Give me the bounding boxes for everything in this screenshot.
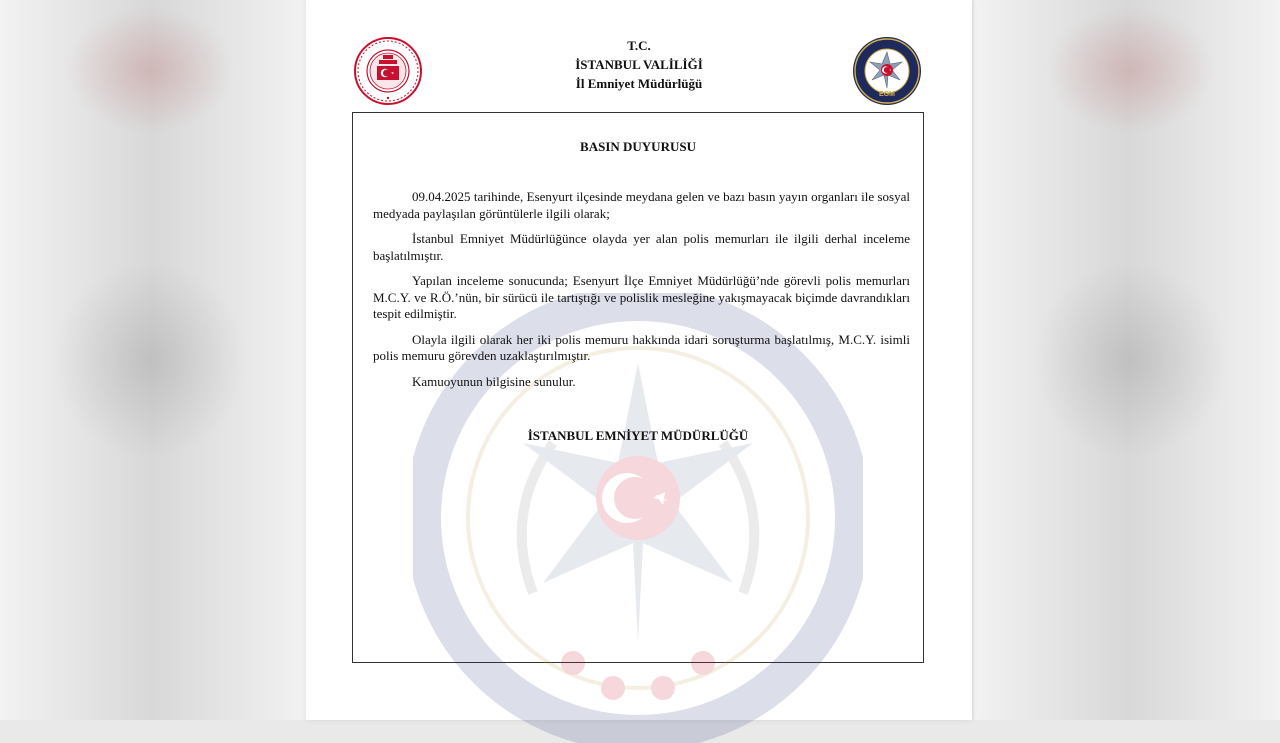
background-right bbox=[974, 0, 1280, 720]
document-title: BASIN DUYURUSU bbox=[580, 139, 696, 154]
announcement-body bbox=[373, 189, 910, 399]
header-line-tc: T.C. bbox=[627, 38, 651, 53]
header-line-valilik: İSTANBUL VALİLİĞİ bbox=[575, 57, 703, 72]
document-page bbox=[306, 0, 972, 720]
letterhead bbox=[466, 36, 812, 93]
paragraph: 09.04.2025 tarihinde, Esenyurt ilçesinde meydana gelen ve bazı basın yayın organları ile sosyal medyada paylaşılan görüntülerle ilgili olarak; bbox=[373, 189, 910, 221]
valilik-seal-icon bbox=[353, 36, 423, 106]
background-left bbox=[0, 0, 306, 720]
signature-block: İSTANBUL EMNİYET MÜDÜRLÜĞÜ bbox=[527, 428, 749, 443]
paragraph: Kamuoyunun bilgisine sunulur. bbox=[412, 373, 576, 389]
paragraph: Olayla ilgili olarak her iki polis memuru hakkında idari soruşturma başlatılmış, M.C.Y. isimli polis memuru görevden uzaklaştırılmıştır. bbox=[373, 331, 910, 363]
egm-badge-icon bbox=[852, 36, 922, 106]
header-line-mudurluk: İl Emniyet Müdürlüğü bbox=[575, 76, 703, 91]
paragraph: Yapılan inceleme sonucunda; Esenyurt İlçe Emniyet Müdürlüğü’nde görevli polis memurları M.C.Y. ve R.Ö.’nün, bir sürücü ile tartıştığı ve polislik mesleğine yakışmayacak biçimde davrandıkları tespit edilmiştir. bbox=[373, 273, 910, 321]
paragraph: İstanbul Emniyet Müdürlüğünce olayda yer alan polis memurları ile ilgili derhal inceleme başlatılmıştır. bbox=[373, 231, 910, 263]
announcement-frame bbox=[352, 112, 924, 663]
egm-badge-text: EGM bbox=[879, 91, 895, 98]
